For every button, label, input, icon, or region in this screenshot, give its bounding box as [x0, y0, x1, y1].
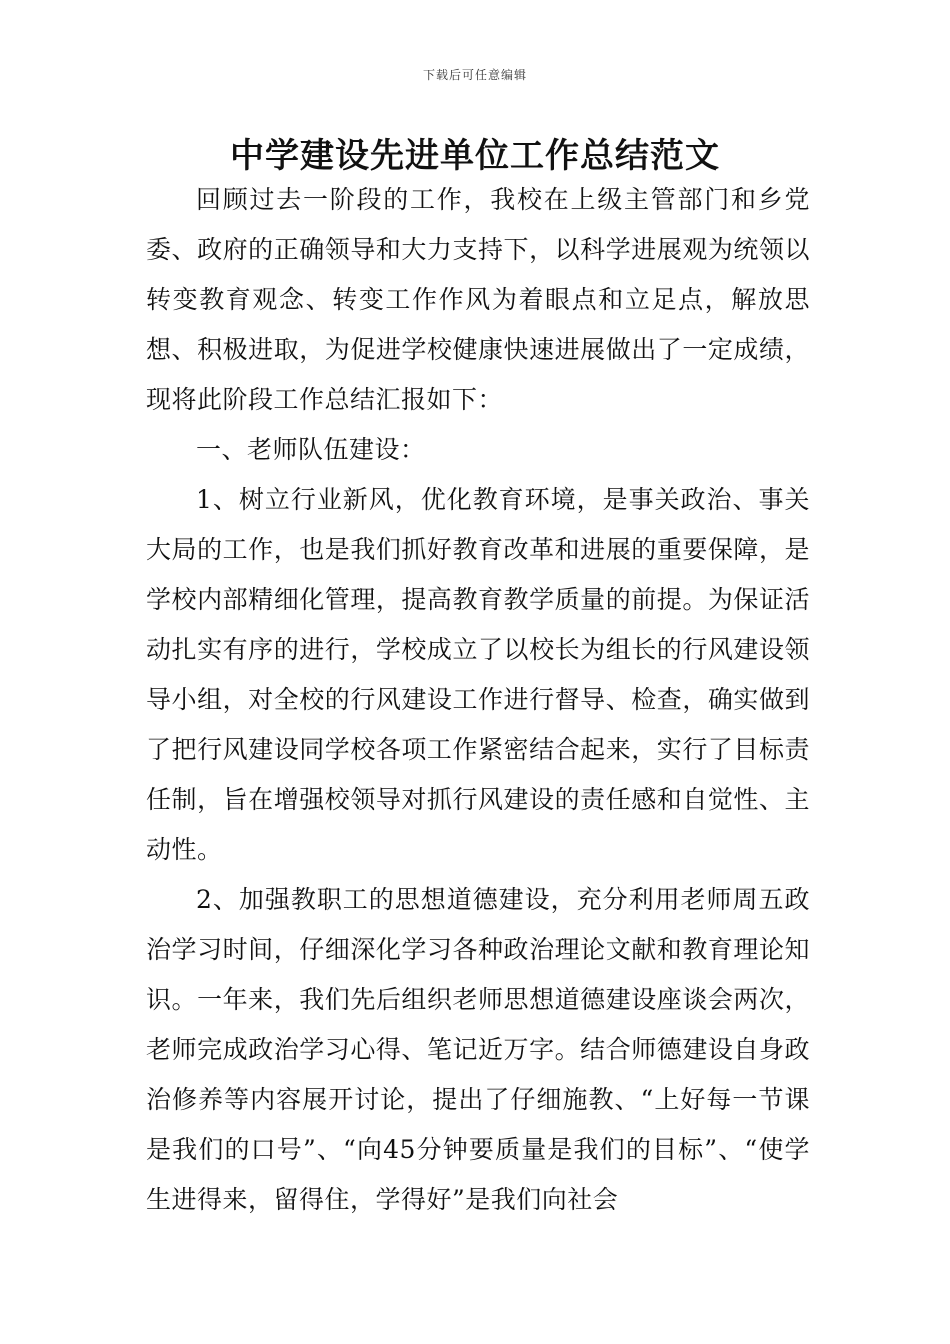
- header-note: 下载后可任意编辑: [422, 68, 527, 82]
- paragraph-item-1: 1、树立行业新风，优化教育环境，是事关政治、事关大局的工作，也是我们抓好教育改革和进展的重要保障，是学校内部精细化管理，提高教育教学质量的前提。为保证活动扎实有序的进行，学校成立了以校长为组长的行风建设领导小组，对全校的行风建设工作进行督导、检查，确实做到了把行风建设同学校各项工作紧密结合起来，实行了目标责任制，旨在增强校领导对抓行风建设的责任感和自觉性、主动性。: [146, 485, 810, 864]
- document-body: [146, 175, 810, 1225]
- document-title: 中学建设先进单位工作总结范文: [230, 136, 720, 176]
- paragraph-intro: 回顾过去一阶段的工作，我校在上级主管部门和乡党委、政府的正确领导和大力支持下，以科学进展观为统领以转变教育观念、转变工作作风为着眼点和立足点，解放思想、积极进取，为促进学校健康快速进展做出了一定成绩，现将此阶段工作总结汇报如下：: [146, 185, 810, 414]
- section-heading-teacher-team: 一、老师队伍建设：: [196, 435, 426, 464]
- paragraph-item-2: 2、加强教职工的思想道德建设，充分利用老师周五政治学习时间，仔细深化学习各种政治理论文献和教育理论知识。一年来，我们先后组织老师思想道德建设座谈会两次，老师完成政治学习心得、笔记近万字。结合师德建设自身政治修养等内容展开讨论，提出了仔细施教、“上好每一节课是我们的口号”、“向45分钟要质量是我们的目标”、“使学生进得来，留得住，学得好”是我们向社会: [146, 885, 810, 1214]
